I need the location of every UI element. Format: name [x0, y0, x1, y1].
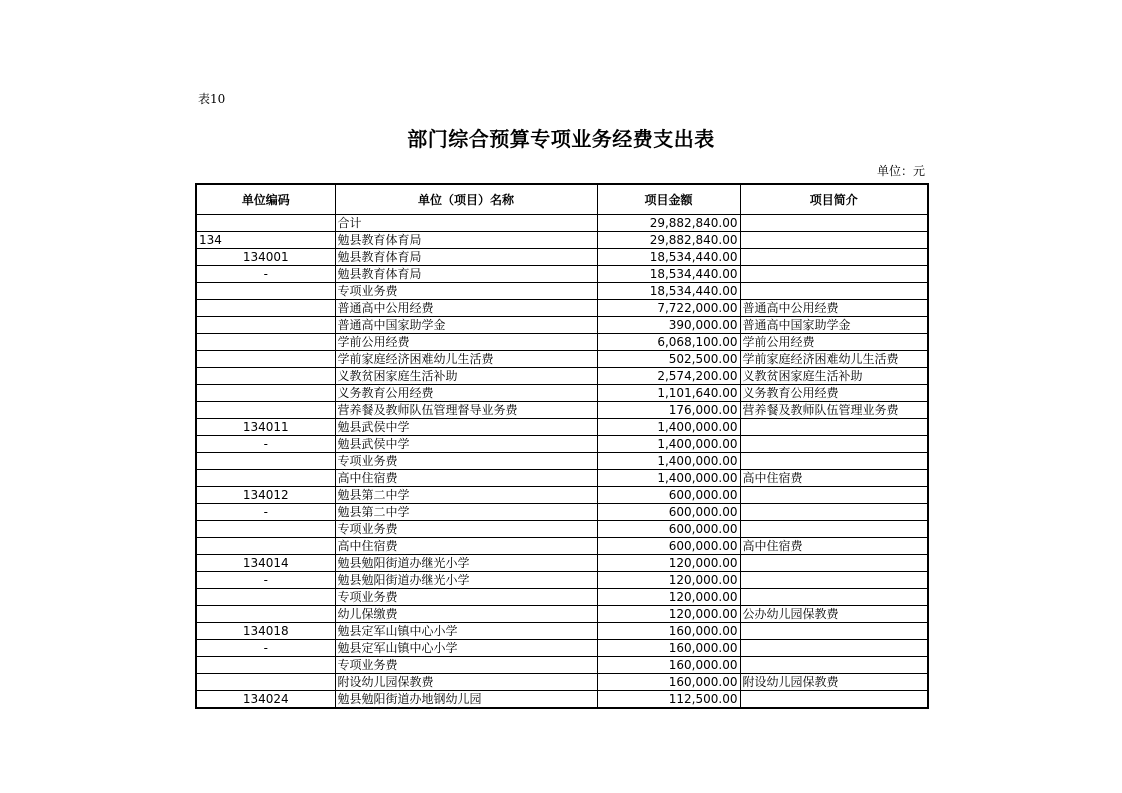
table-row [196, 283, 928, 300]
cell-amount: 160,000.00 [597, 657, 740, 674]
table-row [196, 640, 928, 657]
cell-amount: 2,574,200.00 [597, 368, 740, 385]
cell-code [196, 368, 335, 385]
cell-intro [740, 266, 928, 283]
cell-name: 学前公用经费 [335, 334, 597, 351]
cell-code [196, 589, 335, 606]
cell-amount: 112,500.00 [597, 691, 740, 709]
cell-name: 勉县勉阳街道办地钢幼儿园 [335, 691, 597, 709]
cell-name: 专项业务费 [335, 453, 597, 470]
cell-name: 勉县教育体育局 [335, 266, 597, 283]
cell-intro: 公办幼儿园保教费 [740, 606, 928, 623]
cell-code: 134001 [196, 249, 335, 266]
cell-code: - [196, 572, 335, 589]
cell-name: 勉县武侯中学 [335, 419, 597, 436]
cell-intro: 附设幼儿园保教费 [740, 674, 928, 691]
cell-name: 普通高中公用经费 [335, 300, 597, 317]
table-row [196, 470, 928, 487]
table-row [196, 436, 928, 453]
cell-name: 义务教育公用经费 [335, 385, 597, 402]
cell-amount: 600,000.00 [597, 521, 740, 538]
table-row [196, 657, 928, 674]
cell-name: 勉县勉阳街道办继光小学 [335, 555, 597, 572]
cell-amount: 29,882,840.00 [597, 232, 740, 249]
cell-name: 勉县定军山镇中心小学 [335, 640, 597, 657]
cell-code: 134011 [196, 419, 335, 436]
cell-amount: 1,400,000.00 [597, 453, 740, 470]
cell-name: 专项业务费 [335, 521, 597, 538]
cell-intro: 学前公用经费 [740, 334, 928, 351]
cell-code [196, 317, 335, 334]
table-body [196, 215, 928, 709]
table-row [196, 589, 928, 606]
cell-amount: 600,000.00 [597, 487, 740, 504]
cell-name: 勉县武侯中学 [335, 436, 597, 453]
cell-amount: 600,000.00 [597, 504, 740, 521]
cell-code: 134 [196, 232, 335, 249]
column-header-intro: 项目简介 [740, 184, 928, 215]
cell-code [196, 538, 335, 555]
cell-amount: 120,000.00 [597, 572, 740, 589]
table-row [196, 674, 928, 691]
cell-intro [740, 453, 928, 470]
table-row [196, 351, 928, 368]
cell-name: 高中住宿费 [335, 538, 597, 555]
cell-amount: 176,000.00 [597, 402, 740, 419]
cell-code [196, 402, 335, 419]
table-row [196, 504, 928, 521]
cell-code [196, 283, 335, 300]
cell-code: - [196, 436, 335, 453]
cell-amount: 1,400,000.00 [597, 470, 740, 487]
cell-code: - [196, 266, 335, 283]
table-row [196, 572, 928, 589]
cell-intro: 高中住宿费 [740, 470, 928, 487]
cell-name: 高中住宿费 [335, 470, 597, 487]
cell-name: 专项业务费 [335, 589, 597, 606]
cell-amount: 1,101,640.00 [597, 385, 740, 402]
cell-amount: 7,722,000.00 [597, 300, 740, 317]
cell-intro: 义教贫困家庭生活补助 [740, 368, 928, 385]
table-header [196, 184, 928, 215]
table-row [196, 249, 928, 266]
cell-intro [740, 521, 928, 538]
table-row [196, 334, 928, 351]
cell-amount: 18,534,440.00 [597, 249, 740, 266]
cell-name: 勉县教育体育局 [335, 249, 597, 266]
cell-intro [740, 623, 928, 640]
document-title: 部门综合预算专项业务经费支出表 [407, 127, 715, 151]
table-row [196, 691, 928, 709]
table-row [196, 487, 928, 504]
cell-code [196, 657, 335, 674]
table-number: 表10 [198, 92, 226, 106]
cell-amount: 6,068,100.00 [597, 334, 740, 351]
cell-amount: 1,400,000.00 [597, 419, 740, 436]
cell-amount: 29,882,840.00 [597, 215, 740, 232]
cell-amount: 502,500.00 [597, 351, 740, 368]
cell-name: 专项业务费 [335, 283, 597, 300]
cell-code [196, 521, 335, 538]
table-row [196, 606, 928, 623]
cell-name: 专项业务费 [335, 657, 597, 674]
cell-intro: 义务教育公用经费 [740, 385, 928, 402]
cell-code [196, 334, 335, 351]
cell-code [196, 351, 335, 368]
unit-note: 单位：元 [876, 164, 925, 178]
cell-intro: 高中住宿费 [740, 538, 928, 555]
cell-amount: 120,000.00 [597, 606, 740, 623]
cell-intro [740, 215, 928, 232]
cell-code [196, 674, 335, 691]
cell-code: 134014 [196, 555, 335, 572]
table-row [196, 300, 928, 317]
cell-name: 勉县勉阳街道办继光小学 [335, 572, 597, 589]
table-row [196, 555, 928, 572]
cell-name: 普通高中国家助学金 [335, 317, 597, 334]
cell-amount: 120,000.00 [597, 589, 740, 606]
cell-intro [740, 691, 928, 709]
cell-intro [740, 232, 928, 249]
cell-code [196, 300, 335, 317]
table-row [196, 368, 928, 385]
column-header-amount: 项目金额 [597, 184, 740, 215]
table-row [196, 317, 928, 334]
cell-code [196, 470, 335, 487]
cell-name: 勉县第二中学 [335, 487, 597, 504]
cell-intro: 普通高中国家助学金 [740, 317, 928, 334]
cell-intro [740, 283, 928, 300]
cell-code [196, 606, 335, 623]
column-header-code: 单位编码 [196, 184, 335, 215]
cell-name: 合计 [335, 215, 597, 232]
cell-amount: 160,000.00 [597, 674, 740, 691]
cell-intro [740, 640, 928, 657]
cell-name: 幼儿保缴费 [335, 606, 597, 623]
cell-code: 134018 [196, 623, 335, 640]
cell-name: 附设幼儿园保教费 [335, 674, 597, 691]
cell-amount: 600,000.00 [597, 538, 740, 555]
cell-code: 134024 [196, 691, 335, 709]
table-row [196, 215, 928, 232]
cell-name: 勉县第二中学 [335, 504, 597, 521]
cell-name: 学前家庭经济困难幼儿生活费 [335, 351, 597, 368]
cell-name: 勉县教育体育局 [335, 232, 597, 249]
cell-amount: 18,534,440.00 [597, 266, 740, 283]
cell-amount: 120,000.00 [597, 555, 740, 572]
cell-amount: 160,000.00 [597, 623, 740, 640]
cell-name: 勉县定军山镇中心小学 [335, 623, 597, 640]
table-row [196, 521, 928, 538]
cell-intro [740, 487, 928, 504]
cell-amount: 1,400,000.00 [597, 436, 740, 453]
table-row [196, 453, 928, 470]
cell-intro: 营养餐及教师队伍管理业务费 [740, 402, 928, 419]
table-row [196, 385, 928, 402]
table-row [196, 623, 928, 640]
column-header-name: 单位（项目）名称 [335, 184, 597, 215]
cell-intro [740, 436, 928, 453]
cell-code: - [196, 640, 335, 657]
table-row [196, 266, 928, 283]
cell-intro [740, 419, 928, 436]
table-row [196, 402, 928, 419]
budget-table [195, 183, 929, 709]
table-row [196, 419, 928, 436]
cell-name: 营养餐及教师队伍管理督导业务费 [335, 402, 597, 419]
table-row [196, 538, 928, 555]
cell-intro [740, 657, 928, 674]
cell-intro [740, 504, 928, 521]
cell-code: - [196, 504, 335, 521]
cell-intro: 学前家庭经济困难幼儿生活费 [740, 351, 928, 368]
cell-amount: 18,534,440.00 [597, 283, 740, 300]
cell-amount: 160,000.00 [597, 640, 740, 657]
cell-code [196, 385, 335, 402]
cell-name: 义教贫困家庭生活补助 [335, 368, 597, 385]
cell-intro [740, 572, 928, 589]
table-row [196, 232, 928, 249]
cell-amount: 390,000.00 [597, 317, 740, 334]
cell-intro [740, 589, 928, 606]
header-row [196, 184, 928, 215]
cell-intro [740, 249, 928, 266]
cell-code: 134012 [196, 487, 335, 504]
cell-code [196, 215, 335, 232]
cell-code [196, 453, 335, 470]
cell-intro [740, 555, 928, 572]
cell-intro: 普通高中公用经费 [740, 300, 928, 317]
